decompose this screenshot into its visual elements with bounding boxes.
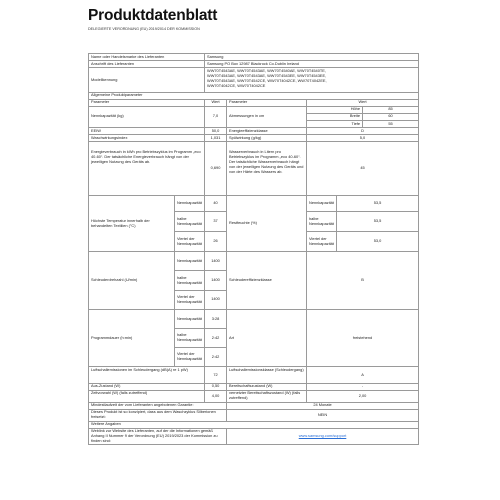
- temp-sub-quarter: Viertel der Nennkapazität: [175, 232, 205, 252]
- dimensions-label: Abmessungen in cm: [227, 106, 307, 127]
- noise-class-label: Luftschallemissionsklasse (Schleudergang): [227, 367, 307, 383]
- col-param-left: Parameter: [89, 99, 205, 106]
- dim-height-value: 85: [363, 107, 419, 114]
- water-consumption-value: 45: [307, 142, 419, 196]
- weblink-row: [89, 428, 419, 445]
- network-standby-value: 2,00: [307, 390, 419, 402]
- supplier-name-label: Name oder Handelsmarke des Lieferanten: [89, 54, 205, 61]
- supplier-address-row: [89, 61, 419, 68]
- spin-speed-label: Schleuderdrehzahl (U/min): [89, 252, 175, 310]
- standby-value: -: [307, 383, 419, 390]
- moist-sub-rated: Nennkapazität: [307, 195, 337, 211]
- wash-efficiency-row: [89, 135, 419, 142]
- moist-quarter-value: 53,0: [337, 232, 419, 252]
- delay-row: [89, 390, 419, 402]
- off-mode-label: Aus-Zustand (W): [89, 383, 205, 390]
- energy-class-value: D: [307, 128, 419, 135]
- noise-row: [89, 367, 419, 383]
- spin-sub-rated: Nennkapazität: [175, 252, 205, 271]
- energy-class-label: Energieeffizienzklasse: [227, 128, 307, 135]
- spin-class-label: Schleudereffizienzklasse: [227, 252, 307, 310]
- moist-rated-value: 53,5: [337, 195, 419, 211]
- type-value: freistehend: [307, 309, 419, 367]
- supplier-address-value: Samsung PO Box 12987 Blackrock Co.Dublin Ireland: [205, 61, 419, 68]
- model-label: Modellkennung: [89, 68, 205, 92]
- dur-sub-rated: Nennkapazität: [175, 309, 205, 328]
- support-link[interactable]: www.samsung.com/support: [298, 433, 347, 439]
- eei-value: 50,0: [205, 128, 227, 135]
- off-mode-row: [89, 383, 419, 390]
- weblink-label: Weblink zur Website des Lieferanten, auf der die Informationen gemäß Anhang II Nummer 9 der Verordnung (EU) 2019/2023 der Kommission zu finden sind:: [89, 428, 227, 445]
- spin-sub-half: halbe Nennkapazität: [175, 271, 205, 290]
- capacity-row: [89, 106, 419, 127]
- rated-capacity-label: Nennkapazität (kg): [89, 106, 205, 127]
- weblink-cell: [227, 428, 419, 445]
- delay-label: Zeitvorwahl (W) (falls zutreffend): [89, 390, 205, 402]
- off-mode-value: 0,50: [205, 383, 227, 390]
- supplier-address-label: Anschrift des Lieferanten: [89, 61, 205, 68]
- model-line: WW70T4543AE, WW70T4543AE, WW70T4543EE, WW70T4543EE,: [207, 72, 327, 78]
- eei-label: EEIW: [89, 128, 205, 135]
- energy-consumption-value: 0,690: [205, 142, 227, 196]
- eei-row: [89, 128, 419, 135]
- duration-row-rated: [89, 309, 419, 328]
- energy-consumption-label: Energieverbrauch in kWh pro Betriebszyklus im Programm „eco 40-60“. Der tatsächliche Energieverbrauch hängt von der jeweiligen Nutzung des Geräts ab.: [89, 142, 205, 196]
- model-line: WW70T4543AE, WW70T4542CE, WW70T4042CE, WW70T4042EE,: [207, 77, 327, 83]
- temp-rated-value: 40: [205, 195, 227, 211]
- dim-depth-label: Tiefe: [351, 120, 361, 126]
- temp-sub-half: halbe Nennkapazität: [175, 211, 205, 231]
- warranty-row: [89, 402, 419, 409]
- dur-quarter-value: 2:42: [205, 348, 227, 367]
- silver-ions-row: [89, 409, 419, 421]
- spin-rated-value: 1400: [205, 252, 227, 271]
- rinse-label: Spülwirkung (g/kg): [227, 135, 307, 142]
- col-value-left: Wert: [205, 99, 227, 106]
- spin-row-rated: [89, 252, 419, 271]
- dur-half-value: 2:42: [205, 329, 227, 348]
- regulation-subtitle: DELEGIERTE VERORDNUNG (EU) 2019/2014 DER KOMMISSION: [88, 27, 200, 31]
- temp-sub-rated: Nennkapazität: [175, 195, 205, 211]
- general-section-title: Allgemeine Produktparameter: [89, 92, 419, 99]
- dimensions-value: [307, 106, 419, 127]
- spin-quarter-value: 1400: [205, 290, 227, 309]
- wash-efficiency-label: Waschwirkungsindex: [89, 135, 205, 142]
- noise-value: 72: [205, 367, 227, 383]
- dim-width-value: 60: [363, 113, 419, 120]
- general-section-header: [89, 92, 419, 99]
- dur-sub-half: halbe Nennkapazität: [175, 329, 205, 348]
- temp-half-value: 37: [205, 211, 227, 231]
- type-label: Art: [227, 309, 307, 367]
- supplier-name-value: Samsung: [205, 54, 419, 61]
- moist-sub-quarter: Viertel der Nennkapazität: [307, 232, 337, 252]
- water-consumption-label: Wasserverbrauch in Litern pro Betriebszyklus im Programm „eco 40-60“. Der tatsächliche Wasserverbrauch hängt von der jeweiligen Nutzung des Geräts und von der Härte des Wassers ab.: [227, 142, 307, 196]
- duration-label: Programmdauer (h:min): [89, 309, 175, 367]
- further-info-label: Weitere Angaben: [89, 421, 419, 428]
- moist-half-value: 53,5: [337, 211, 419, 231]
- wash-efficiency-value: 1,031: [205, 135, 227, 142]
- supplier-name-row: [89, 54, 419, 61]
- silver-ions-label: Dieses Produkt ist so konzipiert, dass aus dem Waschzyklus Silberionen freisetzt:: [89, 409, 227, 421]
- spin-half-value: 1400: [205, 271, 227, 290]
- noise-label: Luftschallemissionen im Schleudergang (dB(A) re 1 pW): [89, 367, 205, 383]
- datasheet-table: [88, 53, 419, 445]
- dur-sub-quarter: Viertel der Nennkapazität: [175, 348, 205, 367]
- model-value: [205, 68, 419, 92]
- rinse-value: 5,0: [307, 135, 419, 142]
- standby-label: Bereitschaftszustand (W): [227, 383, 307, 390]
- spin-class-value: B: [307, 252, 419, 310]
- dur-rated-value: 3:28: [205, 309, 227, 328]
- further-info-row: [89, 421, 419, 428]
- moisture-label: Restfeuchte (%): [227, 195, 307, 252]
- col-value-right: Wert: [307, 99, 419, 106]
- moist-sub-half: halbe Nennkapazität: [307, 211, 337, 231]
- rated-capacity-value: 7,0: [205, 106, 227, 127]
- model-row: [89, 68, 419, 92]
- delay-value: 4,00: [205, 390, 227, 402]
- warranty-value: 24 Monate: [227, 402, 419, 409]
- network-standby-label: vernetzter Bereitschaftszustand (W) (falls zutreffend): [227, 390, 307, 402]
- col-param-right: Parameter: [227, 99, 307, 106]
- temperature-label: Höchste Temperatur innerhalb der behandelten Textilien (°C): [89, 195, 175, 252]
- temperature-row-rated: [89, 195, 419, 211]
- page-title: Produktdatenblatt: [88, 7, 218, 24]
- spin-sub-quarter: Viertel der Nennkapazität: [175, 290, 205, 309]
- model-line: WW70T4042CE, WW70T4042CE: [207, 82, 266, 88]
- warranty-label: Mindestlaufzeit der vom Lieferanten angebotenen Garantie:: [89, 402, 227, 409]
- dim-depth-value: 55: [363, 120, 419, 127]
- dim-height-label: Höhe: [307, 107, 363, 114]
- silver-ions-value: NEIN: [227, 409, 419, 421]
- noise-class-value: A: [307, 367, 419, 383]
- dim-width-label: Breite: [307, 113, 363, 120]
- consumption-row: [89, 142, 419, 196]
- model-line: WW70T4543AE, WW70T4543AE, WW70T4540AE, WW70T4540TE,: [207, 67, 326, 73]
- temp-quarter-value: 26: [205, 232, 227, 252]
- general-column-header: [89, 99, 419, 106]
